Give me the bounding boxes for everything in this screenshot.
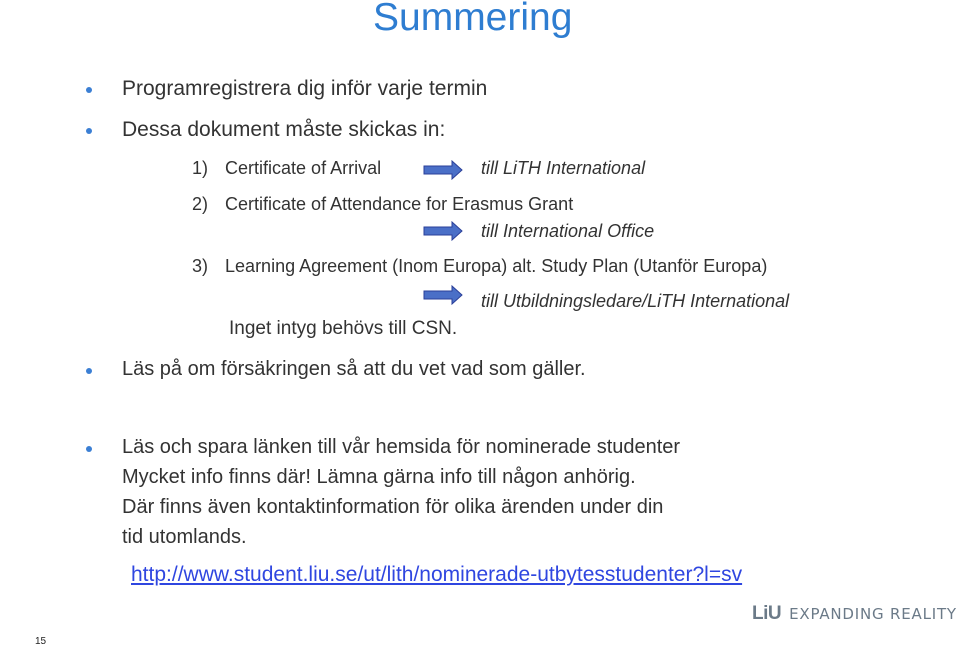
item-destination: till LiTH International bbox=[481, 158, 646, 178]
liu-logo bbox=[752, 603, 957, 625]
list-item bbox=[192, 158, 381, 179]
bullet-dot bbox=[86, 368, 92, 374]
bullet-link-line-4: tid utomlands. bbox=[122, 526, 247, 548]
logo-tagline: EXPANDING REALITY bbox=[789, 605, 957, 623]
list-item bbox=[192, 194, 573, 215]
bullet-link-line-2: Mycket info finns där! Lämna gärna info till någon anhörig. bbox=[122, 466, 636, 488]
bullet-insurance: Läs på om försäkringen så att du vet vad som gäller. bbox=[122, 358, 586, 380]
item-number: 1) bbox=[192, 158, 209, 178]
item-text: Learning Agreement (Inom Europa) alt. Study Plan (Utanför Europa) bbox=[225, 256, 768, 276]
bullet-dot bbox=[86, 128, 92, 134]
arrow-right-icon bbox=[423, 285, 463, 305]
list-item bbox=[192, 256, 767, 277]
arrow-right-icon bbox=[423, 221, 463, 241]
arrow-right-icon bbox=[423, 160, 463, 180]
page-number: 15 bbox=[35, 636, 47, 647]
csn-note: Inget intyg behövs till CSN. bbox=[229, 318, 458, 339]
item-number: 3) bbox=[192, 256, 209, 276]
bullet-link-line-1: Läs och spara länken till vår hemsida för nominerade studenter bbox=[122, 436, 681, 458]
bullet-register: Programregistrera dig inför varje termin bbox=[122, 77, 488, 100]
bullet-documents: Dessa dokument måste skickas in: bbox=[122, 118, 446, 141]
item-text: Certificate of Arrival bbox=[225, 158, 382, 178]
item-destination: till International Office bbox=[481, 221, 655, 241]
bullet-link-line-3: Där finns även kontaktinformation för olika ärenden under din bbox=[122, 496, 664, 518]
item-number: 2) bbox=[192, 194, 209, 214]
logo-liu-text: LiU bbox=[752, 603, 782, 624]
slide-title: Summering bbox=[373, 0, 573, 39]
item-text: Certificate of Attendance for Erasmus Grant bbox=[225, 194, 574, 214]
bullet-dot bbox=[86, 87, 92, 93]
item-destination: till Utbildningsledare/LiTH International bbox=[481, 291, 790, 311]
bullet-dot bbox=[86, 446, 92, 452]
nominated-students-link[interactable]: http://www.student.liu.se/ut/lith/nominerade-utbytesstudenter?l=sv bbox=[131, 563, 743, 586]
